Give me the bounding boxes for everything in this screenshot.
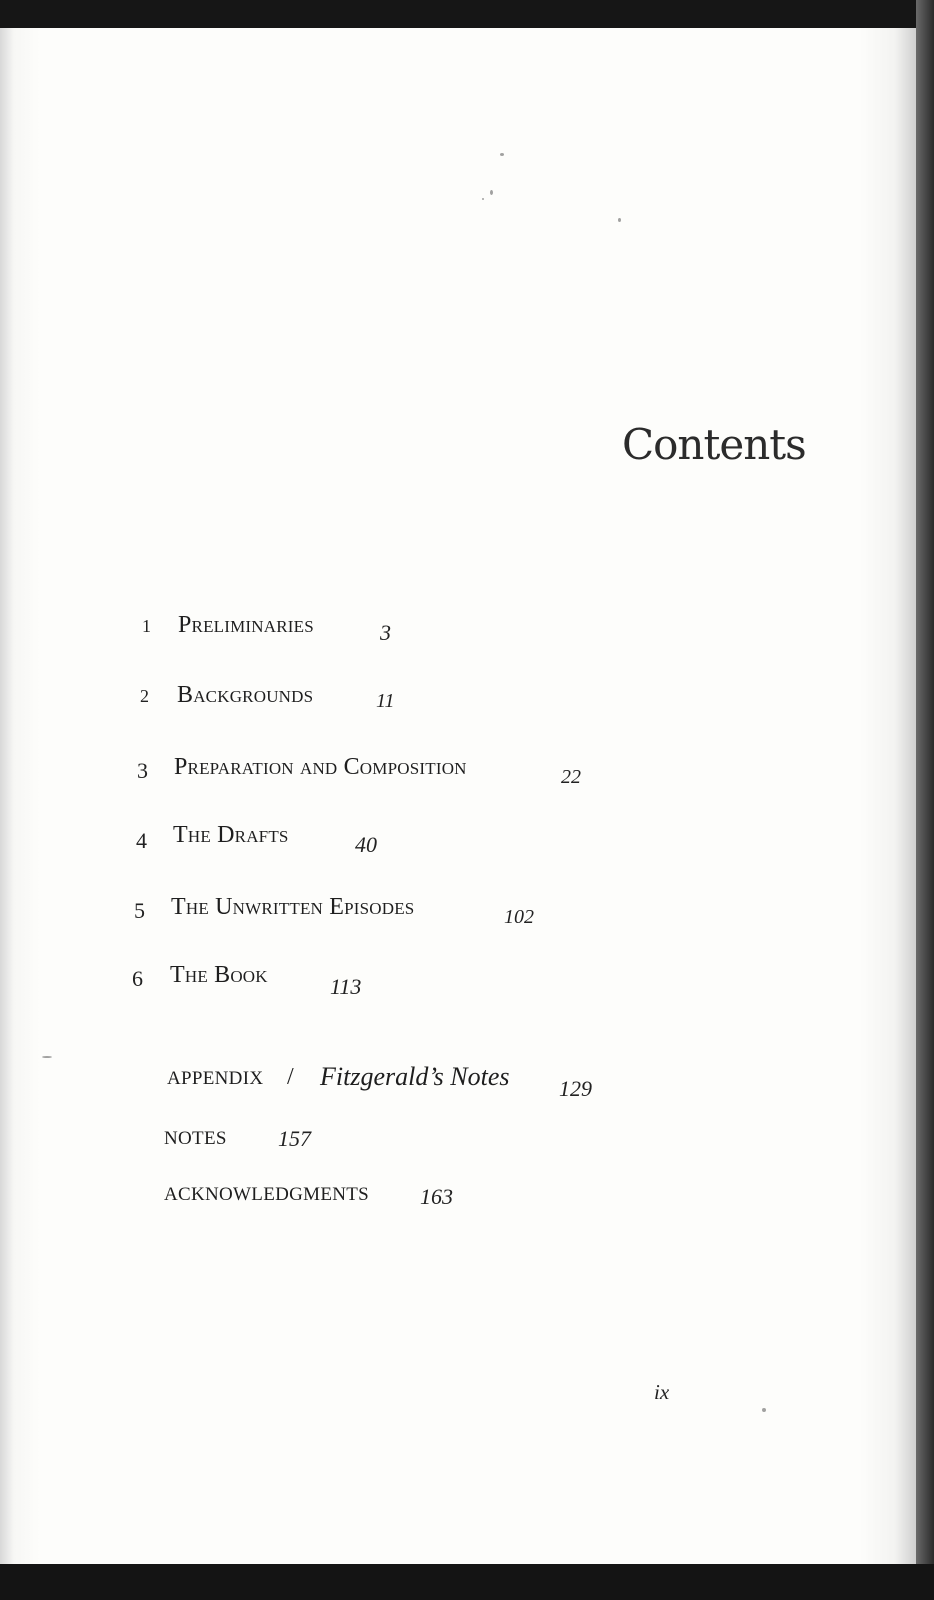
chapter-title: Preliminaries xyxy=(178,612,314,638)
appendix-page: 129 xyxy=(559,1076,592,1101)
acknowledgments-label: ACKNOWLEDGMENTS xyxy=(164,1184,370,1205)
notes-label: NOTES xyxy=(164,1128,227,1149)
chapter-page: 113 xyxy=(330,974,362,999)
scan-speck xyxy=(762,1408,766,1412)
appendix-label: APPENDIX xyxy=(167,1068,264,1089)
chapter-title: Preparation and Composition xyxy=(174,754,467,780)
chapter-title: The Unwritten Episodes xyxy=(171,894,415,920)
chapter-title: Backgrounds xyxy=(177,682,314,708)
chapter-number: 5 xyxy=(134,898,145,923)
chapter-page: 11 xyxy=(376,690,395,712)
page-title: Contents xyxy=(622,420,806,469)
scan-speck xyxy=(618,218,621,222)
book-page xyxy=(0,28,916,1564)
chapter-number: 4 xyxy=(136,828,147,853)
chapter-number: 6 xyxy=(132,966,143,991)
chapter-number: 2 xyxy=(140,686,149,706)
acknowledgments-page: 163 xyxy=(420,1184,453,1209)
chapter-page: 22 xyxy=(561,766,581,788)
page-edge-shadow xyxy=(916,0,934,1600)
chapter-title: The Drafts xyxy=(173,822,289,848)
chapter-title: The Book xyxy=(170,962,268,988)
scan-bottom-edge xyxy=(0,1564,934,1600)
notes-page: 157 xyxy=(278,1126,311,1151)
scan-speck xyxy=(490,190,493,195)
chapter-page: 102 xyxy=(504,906,534,928)
appendix-subtitle: Fitzgerald’s Notes xyxy=(320,1062,510,1091)
chapter-page: 40 xyxy=(355,832,377,857)
page-folio: ix xyxy=(654,1380,670,1404)
scan-speck xyxy=(482,198,484,200)
appendix-separator: / xyxy=(287,1064,294,1090)
scan-speck xyxy=(42,1056,52,1058)
chapter-number: 3 xyxy=(137,758,148,783)
chapter-number: 1 xyxy=(142,616,151,636)
chapter-page: 3 xyxy=(380,620,391,645)
scan-speck xyxy=(500,153,504,156)
